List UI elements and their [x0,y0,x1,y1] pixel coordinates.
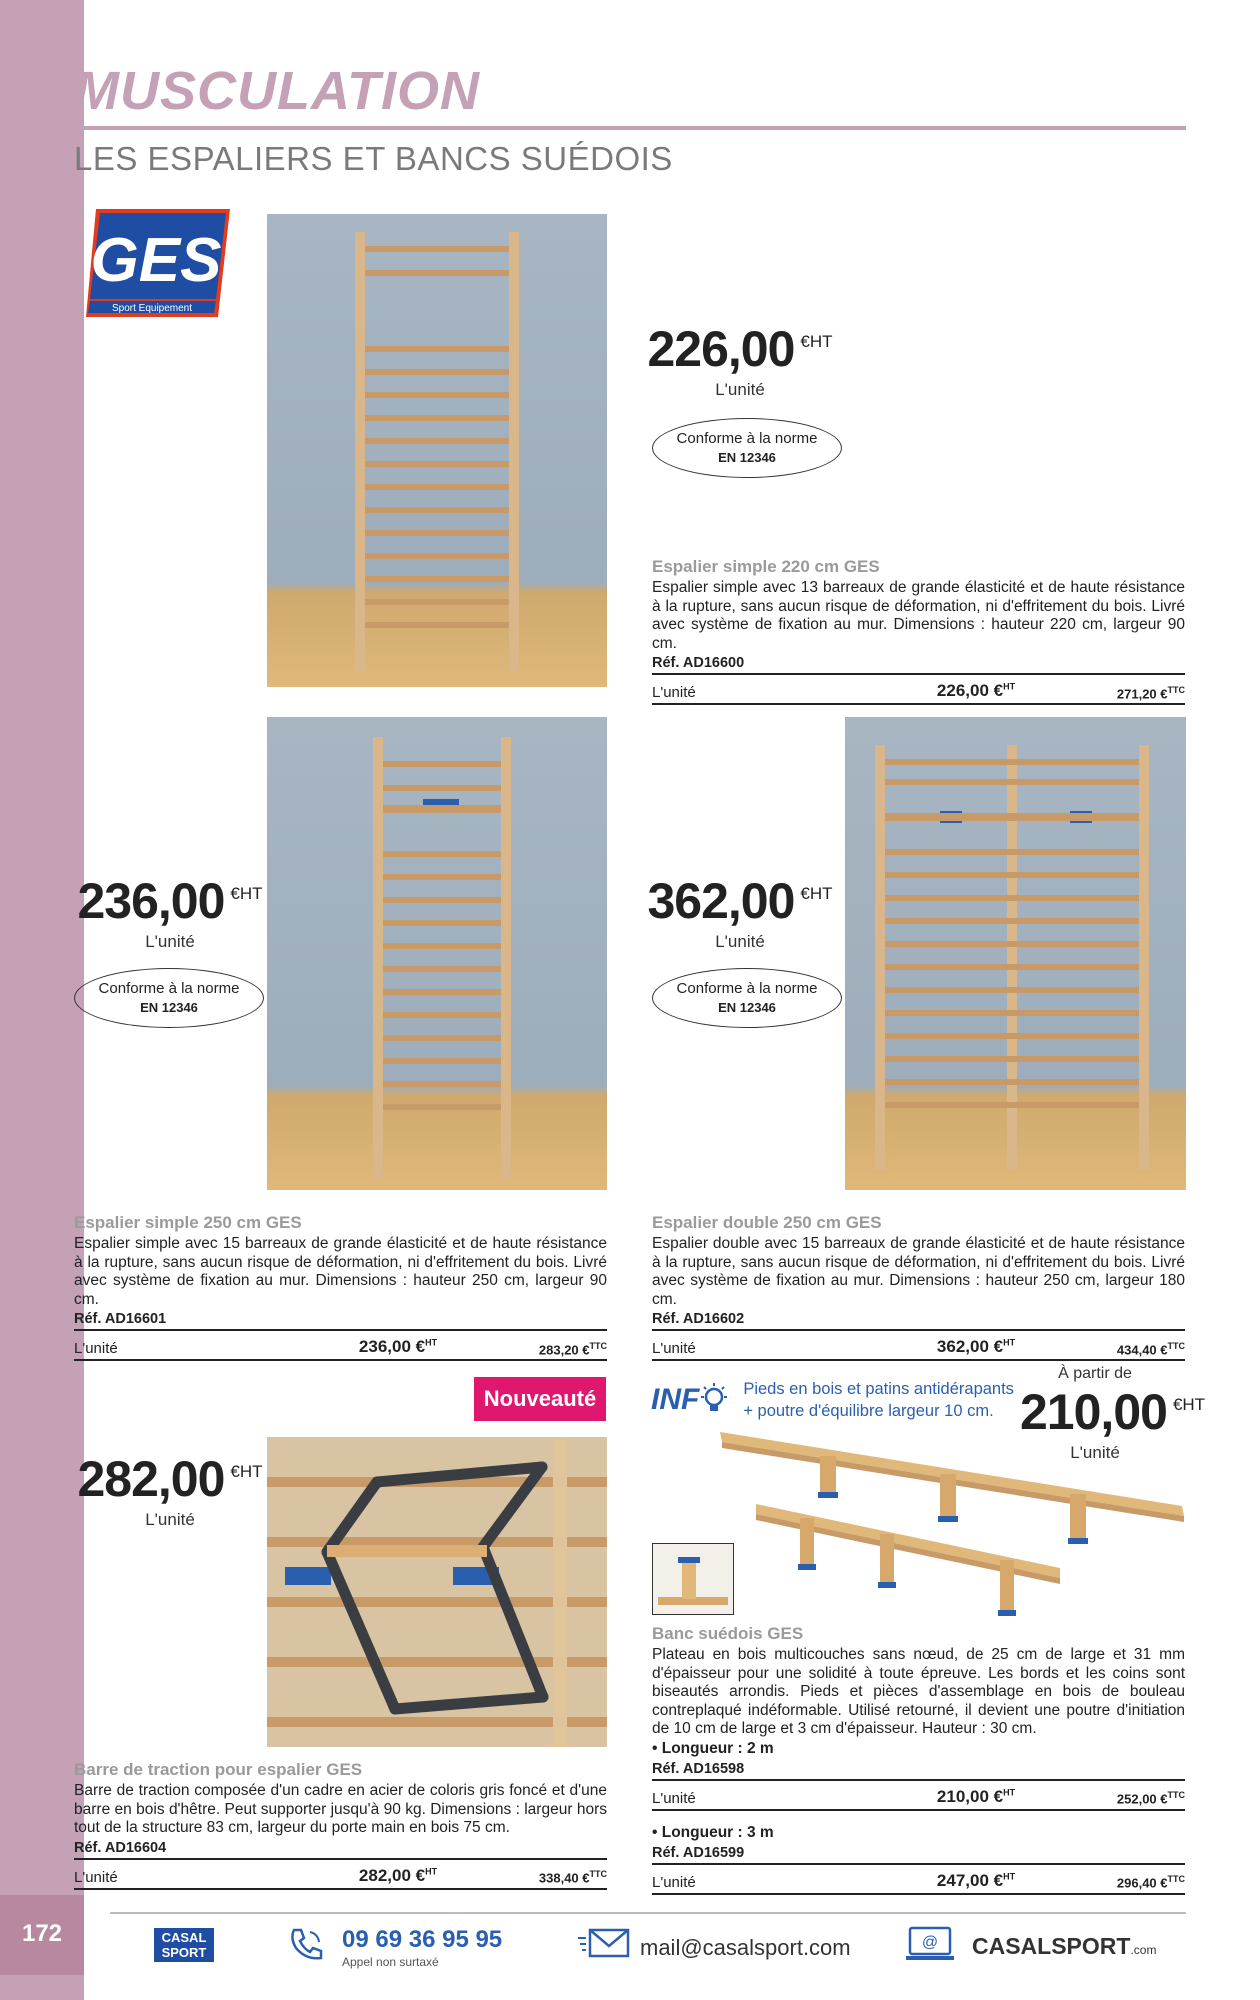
ges-logo [86,209,230,317]
product-ref: Réf. AD16602 [652,1311,1185,1331]
page-subtitle: LES ESPALIERS ET BANCS SUÉDOIS [74,140,673,177]
page-number: 172 [21,1920,63,1947]
price-row: L'unité 226,00 €$^{HT}$ 271,20 €$^{TTC}$ [652,675,1185,705]
price-row: L'unité 247,00 €$^{HT}$ 296,40 €$^{TTC}$ [652,1865,1185,1895]
footer-phone-note: Appel non surtaxé [342,1955,439,1969]
price-block-4 [70,1450,270,1530]
info-tag: INF [651,1383,700,1416]
product-info-1 [652,557,1185,705]
variant-length: • Longueur : 2 m [652,1739,774,1757]
price-unit: L'unité [145,1510,195,1529]
footer-website[interactable]: CASALSPORT.com [972,1933,1157,1959]
variant-length: • Longueur : 3 m [652,1823,774,1841]
product-ref: Réf. AD16604 [74,1840,607,1860]
footer-email[interactable]: mail@casalsport.com [640,1935,851,1960]
logo-sub: Sport Equipement [111,303,193,314]
product-photo-espalier-220 [267,214,607,687]
info-callout [651,1378,1014,1422]
product-description: Espalier simple avec 15 barreaux de grande élasticité et de haute résistance à la rupture, sans aucun risque de déformation, ni d'effritement du bois. Livré avec système de fixation au mur. Dimensions : hauteur 250 cm, largeur 90 cm. [74,1235,607,1308]
casal-sport-logo: CASAL SPORT [154,1928,214,1962]
price-value: 210,00 $^{€HT}$ [1020,1384,1206,1440]
product-description: Plateau en bois multicouches sans nœud, de 25 cm de large et 31 mm d'épaisseur pour une solidité à toute épreuve. Les bords et les coins sont biseautés arrondis. Pieds et pièces d'assemblage en bois de bouleau contreplaqué indéformable. Utilisé retourné, il devient une poutre d'initiation de 10 cm de large et 3 cm d'épaisseur. Hauteur : 30 cm. [652,1646,1185,1737]
product-name: Espalier simple 220 cm GES [652,557,880,576]
product-info-4 [74,1760,607,1890]
product-ref: Réf. AD16599 [652,1845,1185,1865]
product-info-3 [652,1213,1185,1361]
from-label: À partir de [1058,1365,1132,1382]
price-unit: L'unité [715,380,765,399]
laptop-icon [904,1924,956,1964]
price-value: 226,00 $^{€HT}$ [647,321,833,377]
product-name: Barre de traction pour espalier GES [74,1760,363,1779]
price-unit: L'unité [715,932,765,951]
price-row: L'unité 282,00 €$^{HT}$ 338,40 €$^{TTC}$ [74,1860,607,1890]
info-text: Pieds en bois et patins antidérapants + poutre d'équilibre largeur 10 cm. [743,1380,1014,1420]
product-ref: Réf. AD16598 [652,1761,1185,1781]
lightbulb-icon [699,1383,729,1417]
product-info-2 [74,1213,607,1361]
product-photo-espalier-double [845,717,1186,1190]
product-info-5 [652,1624,1185,1895]
price-value: 282,00 $^{€HT}$ [77,1451,263,1507]
norm-badge-3: Conforme à la norme EN 12346 [652,968,842,1028]
price-row: L'unité 236,00 €$^{HT}$ 283,20 €$^{TTC}$ [74,1331,607,1361]
product-name: Espalier double 250 cm GES [652,1213,882,1232]
price-row: L'unité 210,00 €$^{HT}$ 252,00 €$^{TTC}$ [652,1781,1185,1811]
price-value: 236,00 $^{€HT}$ [77,873,263,929]
norm-badge-1: Conforme à la norme EN 12346 [652,418,842,478]
svg-text:@: @ [921,1934,939,1951]
title-divider [74,126,1186,130]
price-block-1 [640,320,840,400]
product-description: Espalier simple avec 13 barreaux de grande élasticité et de haute résistance à la rupture, sans aucun risque de déformation, ni d'effritement du bois. Livré avec système de fixation au mur. Dimensions : hauteur 220 cm, largeur 90 cm. [652,579,1185,652]
price-row: L'unité 362,00 €$^{HT}$ 434,40 €$^{TTC}$ [652,1331,1185,1361]
mail-icon [578,1926,632,1962]
product-photo-espalier-250 [267,717,607,1190]
product-description: Barre de traction composée d'un cadre en acier de coloris gris foncé et d'une barre en bois d'hêtre. Peut supporter jusqu'à 90 kg. Dimensions : largeur hors tout de la structure 83 cm, largeur du porte main en bois 75 cm. [74,1782,607,1836]
product-ref: Réf. AD16600 [652,655,1185,675]
product-photo-bench [700,1422,1190,1642]
product-name: Banc suédois GES [652,1624,804,1643]
product-ref: Réf. AD16601 [74,1311,607,1331]
page-title: MUSCULATION [74,61,480,121]
side-color-band [0,0,84,2000]
phone-icon [286,1924,326,1964]
bench-detail-thumbnail [652,1543,734,1615]
norm-badge-2: Conforme à la norme EN 12346 [74,968,264,1028]
logo-text: GES [90,226,222,295]
product-description: Espalier double avec 15 barreaux de grande élasticité et de haute résistance à la rupture, sans aucun risque de déformation, ni d'effritement du bois. Livré avec système de fixation au mur. Dimensions : hauteur 250 cm, largeur 180 cm. [652,1235,1185,1308]
price-unit: L'unité [1070,1443,1120,1462]
price-block-3 [640,872,840,952]
product-photo-pull-up-bar [267,1437,607,1747]
new-badge: Nouveauté [474,1377,606,1421]
price-block-2 [70,872,270,952]
footer-phone[interactable]: 09 69 36 95 95 [342,1926,503,1953]
price-unit: L'unité [145,932,195,951]
footer-divider [110,1912,1186,1914]
product-name: Espalier simple 250 cm GES [74,1213,302,1232]
price-value: 362,00 $^{€HT}$ [647,873,833,929]
